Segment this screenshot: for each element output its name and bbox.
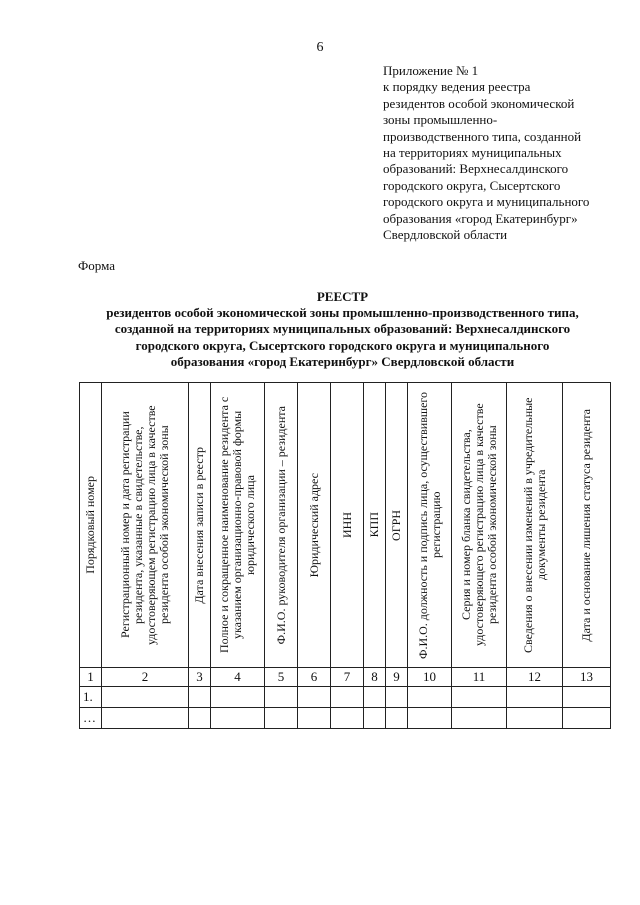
- title-line: образования «город Екатеринбург» Свердловской области: [170, 353, 515, 369]
- table-row: [80, 687, 611, 708]
- form-label: Форма: [78, 258, 115, 273]
- title-line: городского округа, Сысертского городского округа и муниципального: [135, 337, 550, 353]
- appendix-line: к порядку ведения реестра: [383, 79, 531, 95]
- column-header-text: Ф.И.О. руководителя организации – резидента: [273, 405, 288, 645]
- column-header: [452, 383, 507, 668]
- column-header-text: Сведения о внесении изменений в учредительные документы резидента: [520, 397, 548, 653]
- table-header-row: [80, 383, 611, 668]
- table-cell: [189, 708, 211, 729]
- column-header: [189, 383, 211, 668]
- appendix-line: городского округа, Сысертского: [383, 177, 561, 193]
- appendix-line: зоны промышленно-: [383, 112, 498, 128]
- column-header-text: Юридический адрес: [306, 472, 321, 578]
- table-cell: [331, 708, 364, 729]
- table-cell: [408, 708, 452, 729]
- column-header: [507, 383, 563, 668]
- column-header: [102, 383, 189, 668]
- column-number: 12: [507, 668, 563, 687]
- table-cell: [211, 708, 265, 729]
- appendix-line: Свердловской области: [383, 227, 508, 243]
- table-cell: [189, 687, 211, 708]
- column-number-row: [80, 668, 611, 687]
- table-cell: [563, 708, 611, 729]
- table-cell: [452, 687, 507, 708]
- column-number: 4: [211, 668, 265, 687]
- column-header: [408, 383, 452, 668]
- column-header: [386, 383, 408, 668]
- appendix-line: городского округа и муниципального: [383, 194, 590, 210]
- title-line: резидентов особой экономической зоны промышленно-производственного типа,: [106, 305, 579, 321]
- column-number: 1: [80, 668, 102, 687]
- column-number: 3: [189, 668, 211, 687]
- table-cell: [386, 708, 408, 729]
- column-number: 6: [298, 668, 331, 687]
- page-number: 6: [316, 40, 324, 55]
- table-cell: [298, 687, 331, 708]
- title-heading: РЕЕСТР: [316, 289, 369, 304]
- row-number: 1.: [80, 687, 102, 708]
- table-cell: [507, 687, 563, 708]
- table-cell: [563, 687, 611, 708]
- column-header: [298, 383, 331, 668]
- appendix-line: производственного типа, созданной: [383, 128, 582, 144]
- column-header: [331, 383, 364, 668]
- table-cell: [386, 687, 408, 708]
- column-number: 5: [265, 668, 298, 687]
- column-header-text: Ф.И.О. должность и подпись лица, осуществившего регистрацию: [415, 391, 443, 659]
- table-cell: [265, 708, 298, 729]
- table-cell: [331, 687, 364, 708]
- appendix-line: образований: Верхнесалдинского: [383, 161, 569, 177]
- table-cell: [102, 708, 189, 729]
- appendix-line: Приложение № 1: [383, 63, 479, 78]
- register-table: [79, 382, 611, 729]
- column-number: 9: [386, 668, 408, 687]
- appendix-note: [383, 63, 623, 243]
- table-cell: [265, 687, 298, 708]
- table-cell: [364, 687, 386, 708]
- table-cell: [102, 687, 189, 708]
- table-cell: [364, 708, 386, 729]
- column-header: [364, 383, 386, 668]
- column-header-text: ОГРН: [389, 509, 403, 541]
- column-number: 11: [452, 668, 507, 687]
- column-header: [265, 383, 298, 668]
- column-number: 10: [408, 668, 452, 687]
- table-cell: [452, 708, 507, 729]
- table-cell: [298, 708, 331, 729]
- appendix-line: на территориях муниципальных: [383, 145, 562, 161]
- column-number: 7: [331, 668, 364, 687]
- column-header-text: Дата и основание лишения статуса резидента: [579, 408, 593, 642]
- column-number: 13: [563, 668, 611, 687]
- column-header-text: Порядковый номер: [83, 476, 97, 574]
- column-header-text: Регистрационный номер и дата регистрации резидента, указанные в свидетельстве, удостоверяющем регистрацию лица в качестве резидента особой экономической зоны: [118, 405, 171, 645]
- row-number: …: [80, 708, 102, 729]
- column-header-text: Серия и номер бланка свидетельства, удостоверяющего регистрацию лица в качестве резидента особой экономической зоны: [458, 403, 499, 647]
- column-header: [563, 383, 611, 668]
- column-header: [211, 383, 265, 668]
- table-cell: [211, 687, 265, 708]
- title-line: созданной на территориях муниципальных образований: Верхнесалдинского: [114, 321, 571, 337]
- column-header: [80, 383, 102, 668]
- table-row: [80, 708, 611, 729]
- column-header-text: Полное и сокращенное наименование резидента с указанием организационно-правовой формы юридического лица: [217, 396, 257, 654]
- column-header-text: ИНН: [339, 512, 354, 538]
- table-cell: [507, 708, 563, 729]
- column-header-text: Дата внесения записи в реестр: [192, 446, 206, 604]
- column-header-text: КПП: [367, 512, 381, 538]
- table-cell: [408, 687, 452, 708]
- appendix-line: образования «город Екатеринбург»: [383, 210, 578, 226]
- appendix-line: резидентов особой экономической: [383, 95, 575, 111]
- column-number: 8: [364, 668, 386, 687]
- document-title: [70, 289, 615, 370]
- column-number: 2: [102, 668, 189, 687]
